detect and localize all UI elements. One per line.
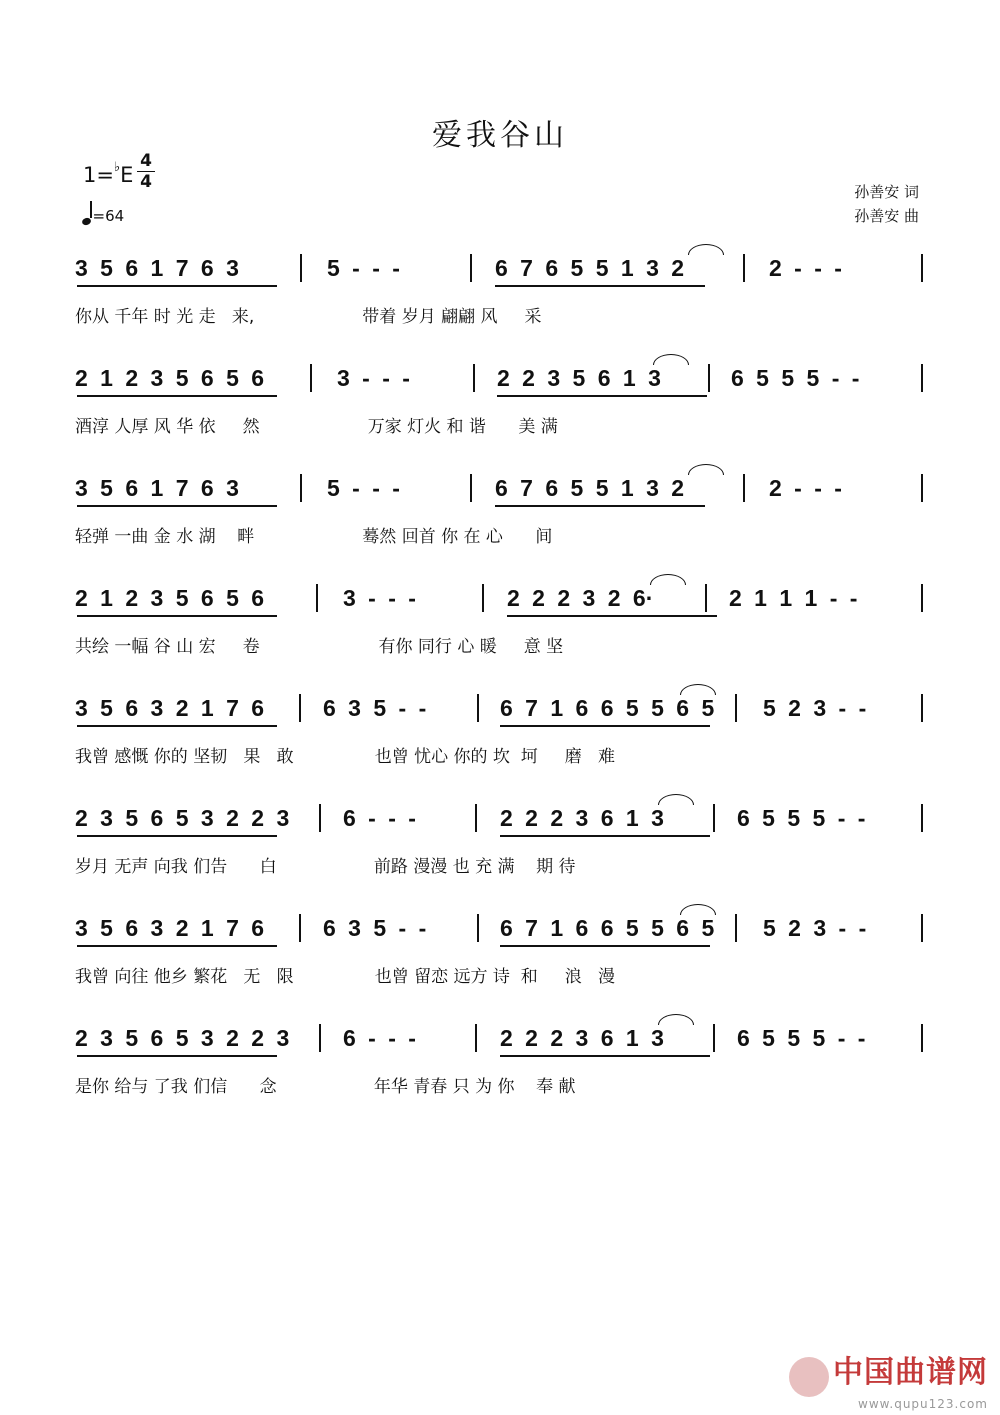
barline <box>713 804 715 832</box>
barline <box>477 914 479 942</box>
notation-row <box>75 800 925 850</box>
watermark-logo-icon <box>789 1357 829 1397</box>
barline <box>708 364 710 392</box>
measure: 2 2 2 3 2 6· <box>507 585 654 611</box>
lyric-row: 我曾 向往 他乡 繁花 无 限 也曾 留恋 远方 诗 和 浪 漫 <box>75 967 615 987</box>
measure: 3 5 6 3 2 1 7 6 <box>75 695 265 721</box>
barline <box>921 254 923 282</box>
lyric-row: 酒淳 人厚 风 华 依 然 万家 灯火 和 谐 美 满 <box>75 417 558 437</box>
measure: 2 2 2 3 6 1 3 <box>500 805 664 831</box>
measure: 6 7 1 6 6 5 5 6 5 <box>500 695 715 721</box>
measure: 6 7 6 5 5 1 3 2 <box>495 475 685 501</box>
notation-row <box>75 910 925 960</box>
measure: 3 5 6 3 2 1 7 6 <box>75 915 265 941</box>
barline <box>300 254 302 282</box>
watermark <box>789 1347 988 1412</box>
beam-underline <box>77 725 277 727</box>
barline <box>319 804 321 832</box>
barline <box>743 474 745 502</box>
key-signature <box>83 160 134 187</box>
slur <box>658 794 694 805</box>
beam-underline <box>495 285 705 287</box>
composer-credit: 孙善安 曲 <box>854 207 919 225</box>
slur <box>650 574 686 585</box>
lyric-row: 是你 给与 了我 们信 念 年华 青春 只 为 你 奉 献 <box>75 1077 576 1097</box>
beam-underline <box>77 505 277 507</box>
slur <box>688 464 724 475</box>
time-signature <box>137 152 155 191</box>
beam-underline <box>500 835 710 837</box>
beam-underline <box>500 1055 710 1057</box>
lyric-row: 岁月 无声 向我 们告 白 前路 漫漫 也 充 满 期 待 <box>75 857 576 877</box>
barline <box>477 694 479 722</box>
measure: 6 7 6 5 5 1 3 2 <box>495 255 685 281</box>
beam-underline <box>500 725 710 727</box>
beam-underline <box>495 505 705 507</box>
notation-row <box>75 250 925 300</box>
barline <box>319 1024 321 1052</box>
measure: 6 - - - <box>343 805 416 831</box>
measure: 2 3 5 6 5 3 2 2 3 <box>75 1025 290 1051</box>
barline <box>705 584 707 612</box>
measure: 5 2 3 - - <box>763 915 867 941</box>
measure: 2 2 2 3 6 1 3 <box>500 1025 664 1051</box>
barline <box>713 1024 715 1052</box>
notation-row <box>75 360 925 410</box>
time-signature-bottom: 4 <box>140 172 152 192</box>
time-signature-top: 4 <box>140 151 152 171</box>
measure: 3 5 6 1 7 6 3 <box>75 475 239 501</box>
notation-row <box>75 690 925 740</box>
barline <box>921 474 923 502</box>
barline <box>475 804 477 832</box>
measure: 5 - - - <box>327 255 400 281</box>
barline <box>316 584 318 612</box>
notation-row <box>75 470 925 520</box>
barline <box>921 694 923 722</box>
barline <box>921 1024 923 1052</box>
beam-underline <box>77 1055 277 1057</box>
measure: 3 - - - <box>337 365 410 391</box>
measure: 2 3 5 6 5 3 2 2 3 <box>75 805 290 831</box>
slur <box>688 244 724 255</box>
barline <box>482 584 484 612</box>
measure: 2 2 3 5 6 1 3 <box>497 365 661 391</box>
beam-underline <box>507 615 717 617</box>
lyric-row: 轻弹 一曲 金 水 湖 畔 蓦然 回首 你 在 心 间 <box>75 527 553 547</box>
barline <box>921 804 923 832</box>
measure: 3 5 6 1 7 6 3 <box>75 255 239 281</box>
tempo-marking <box>82 204 124 225</box>
notation-row <box>75 1020 925 1070</box>
measure: 2 1 1 1 - - <box>729 585 858 611</box>
beam-underline <box>77 285 277 287</box>
measure: 6 3 5 - - <box>323 915 427 941</box>
watermark-url: www.qupu123.com <box>858 1397 988 1411</box>
lyric-row: 共绘 一幅 谷 山 宏 卷 有你 同行 心 暖 意 坚 <box>75 637 564 657</box>
lyric-row: 我曾 感慨 你的 坚韧 果 敢 也曾 忧心 你的 坎 坷 磨 难 <box>75 747 615 767</box>
key-note: E <box>120 163 134 187</box>
barline <box>921 914 923 942</box>
measure: 5 2 3 - - <box>763 695 867 721</box>
slur <box>653 354 689 365</box>
barline <box>310 364 312 392</box>
flat-sign: ♭ <box>113 160 121 175</box>
measure: 6 3 5 - - <box>323 695 427 721</box>
measure: 6 5 5 5 - - <box>737 1025 866 1051</box>
key-prefix: 1= <box>83 163 114 187</box>
barline <box>735 694 737 722</box>
slur <box>680 904 716 915</box>
barline <box>743 254 745 282</box>
barline <box>921 364 923 392</box>
barline <box>470 474 472 502</box>
slur <box>658 1014 694 1025</box>
barline <box>470 254 472 282</box>
beam-underline <box>497 395 707 397</box>
barline <box>299 694 301 722</box>
measure: 6 7 1 6 6 5 5 6 5 <box>500 915 715 941</box>
beam-underline <box>77 615 277 617</box>
lyric-row: 你从 千年 时 光 走 来, 带着 岁月 翩翩 风 采 <box>75 307 542 327</box>
song-title: 爱我谷山 <box>432 118 568 153</box>
beam-underline <box>500 945 710 947</box>
measure: 3 - - - <box>343 585 416 611</box>
measure: 6 5 5 5 - - <box>731 365 860 391</box>
barline <box>475 1024 477 1052</box>
tempo-value: =64 <box>92 207 125 225</box>
barline <box>735 914 737 942</box>
measure: 2 - - - <box>769 255 842 281</box>
measure: 2 - - - <box>769 475 842 501</box>
measure: 6 5 5 5 - - <box>737 805 866 831</box>
credits <box>854 180 919 228</box>
barline <box>921 584 923 612</box>
slur <box>680 684 716 695</box>
note-stem <box>90 201 92 218</box>
barline <box>299 914 301 942</box>
watermark-brand: 中国曲谱网 <box>833 1354 988 1390</box>
beam-underline <box>77 395 277 397</box>
lyricist-credit: 孙善安 词 <box>854 183 919 201</box>
notation-row <box>75 580 925 630</box>
measure: 6 - - - <box>343 1025 416 1051</box>
beam-underline <box>77 835 277 837</box>
measure: 2 1 2 3 5 6 5 6 <box>75 585 265 611</box>
quarter-note-icon <box>81 217 92 227</box>
barline <box>473 364 475 392</box>
beam-underline <box>77 945 277 947</box>
measure: 5 - - - <box>327 475 400 501</box>
measure: 2 1 2 3 5 6 5 6 <box>75 365 265 391</box>
barline <box>300 474 302 502</box>
